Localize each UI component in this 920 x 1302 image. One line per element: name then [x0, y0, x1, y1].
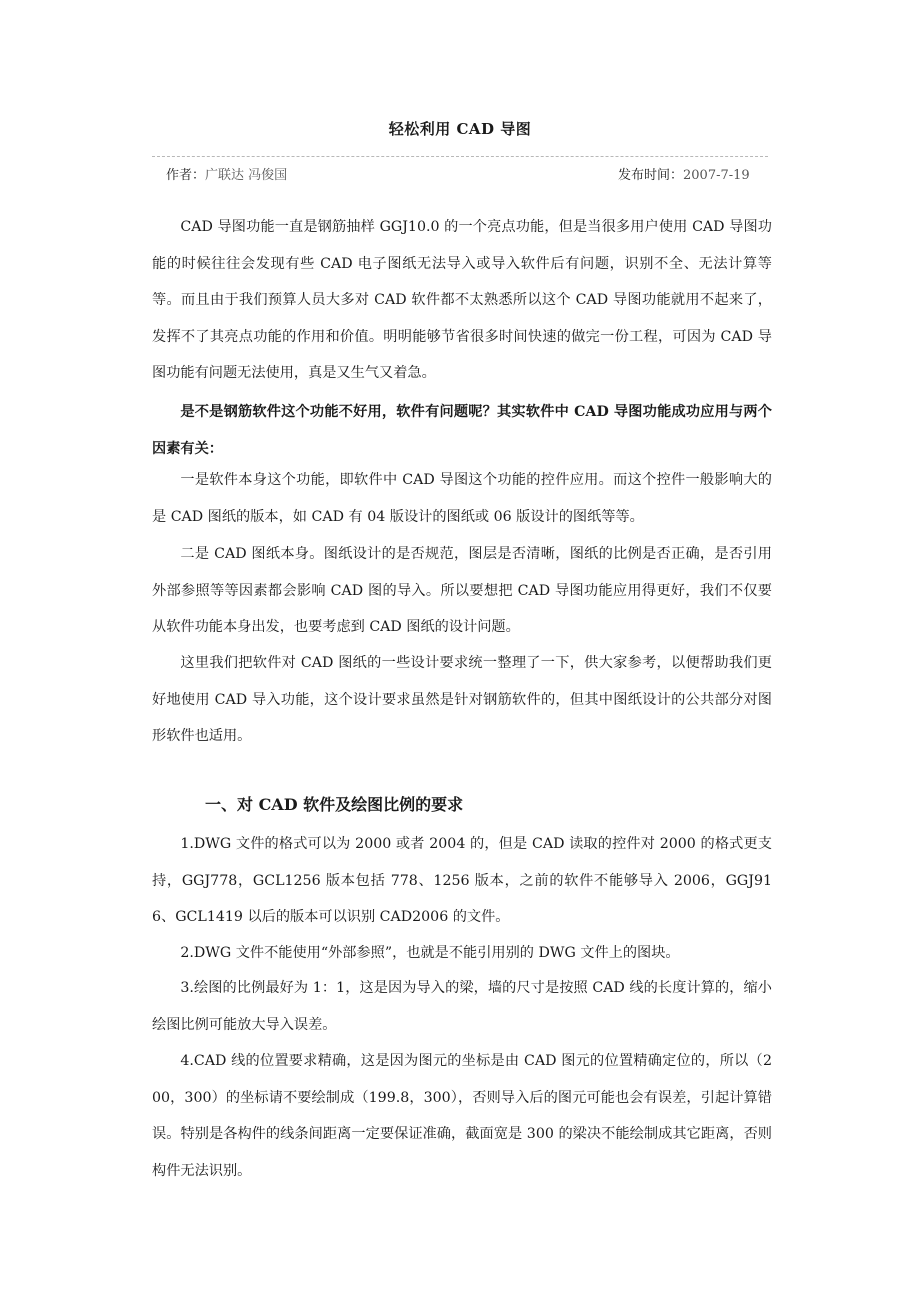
author-label: 作者： [166, 168, 206, 183]
author-line [166, 164, 287, 183]
article-title: 轻松利用 CAD 导图 [388, 120, 532, 138]
section-heading: 一、对 CAD 软件及绘图比例的要求 [205, 795, 464, 814]
date-label: 发布时间： [618, 168, 684, 183]
requirement-item-3: 3.绘图的比例最好为 1：1，这是因为导入的梁，墙的尺寸是按照 CAD 线的长度计算的，缩小绘图比例可能放大导入误差。 [152, 980, 772, 1033]
requirement-item-2: 2.DWG 文件不能使用“外部参照”，也就是不能引用别的 DWG 文件上的图块。 [180, 945, 680, 961]
paragraph-intro: CAD 导图功能一直是钢筋抽样 GGJ10.0 的一个亮点功能，但是当很多用户使用 CAD 导图功能的时候往往会发现有些 CAD 电子图纸无法导入或导入软件后有问题，识别不全、无法计算等等。而且由于我们预算人员大多对 CAD 软件都不太熟悉所以这个 CAD 导图功能就用不起来了，发挥不了其亮点功能的作用和价值。明明能够节省很多时间快速的做完一份工程，可因为 CAD 导图功能有问题无法使用，真是又生气又着急。 [152, 219, 772, 381]
date-line [618, 164, 750, 183]
requirement-item-1: 1.DWG 文件的格式可以为 2000 或者 2004 的，但是 CAD 读取的控件对 2000 的格式更支持，GGJ778，GCL1256 版本包括 778、1256 版本，之前的软件不能够导入 2006，GGJ916、GCL1419 以后的版本可以识别 CAD2006 的文件。 [152, 836, 772, 925]
paragraph-factor-one: 一是软件本身这个功能，即软件中 CAD 导图这个功能的控件应用。而这个控件一般影响大的是 CAD 图纸的版本，如 CAD 有 04 版设计的图纸或 06 版设计的图纸等等。 [152, 472, 772, 525]
paragraph-summary: 这里我们把软件对 CAD 图纸的一些设计要求统一整理了一下，供大家参考，以便帮助我们更好地使用 CAD 导入功能，这个设计要求虽然是针对钢筋软件的，但其中图纸设计的公共部分对图形软件也适用。 [152, 655, 772, 744]
header-divider [152, 156, 768, 157]
requirement-item-4: 4.CAD 线的位置要求精确，这是因为图元的坐标是由 CAD 图元的位置精确定位的，所以（200，300）的坐标请不要绘制成（199.8，300），否则导入后的图元可能也会有误差，引起计算错误。特别是各构件的线条间距离一定要保证准确，截面宽是 300 的梁决不能绘制成其它距离，否则构件无法识别。 [152, 1053, 772, 1179]
publish-date: 2007-7-19 [683, 168, 750, 183]
paragraph-factor-two: 二是 CAD 图纸本身。图纸设计的是否规范，图层是否清晰，图纸的比例是否正确，是否引用外部参照等等因素都会影响 CAD 图的导入。所以要想把 CAD 导图功能应用得更好，我们不仅要从软件功能本身出发，也要考虑到 CAD 图纸的设计问题。 [152, 546, 772, 635]
author-name: 广联达 冯俊国 [205, 168, 288, 183]
paragraph-question: 是不是钢筋软件这个功能不好用，软件有问题呢？其实软件中 CAD 导图功能成功应用与两个因素有关： [152, 404, 772, 457]
